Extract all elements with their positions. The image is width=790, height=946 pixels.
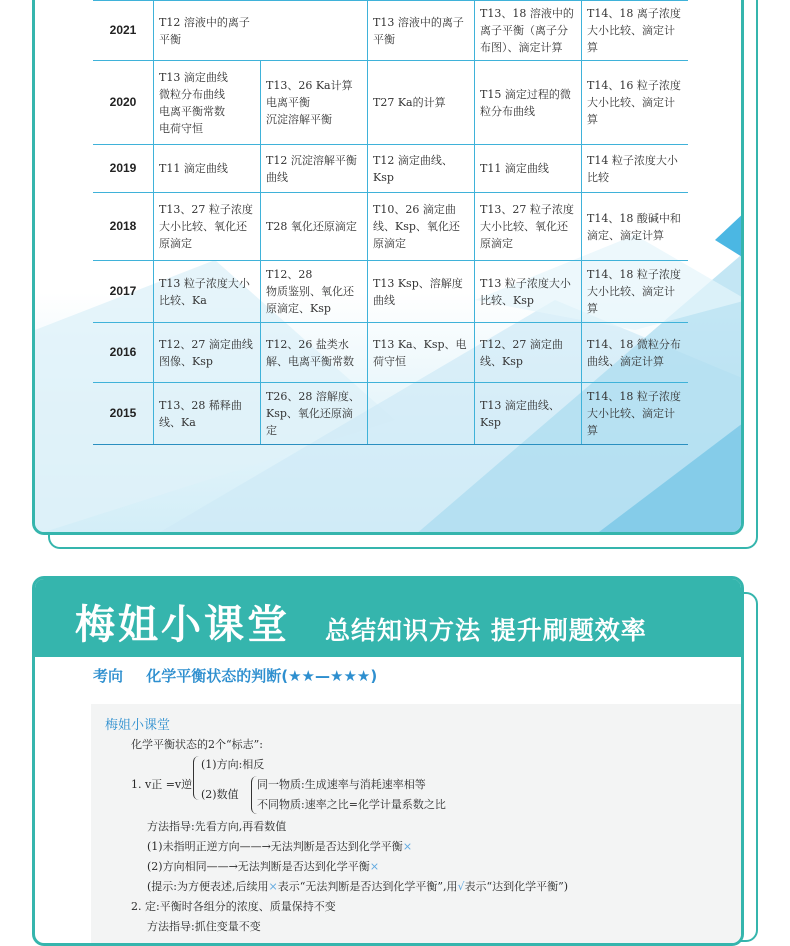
same-substance-rule: 同一物质:生成速率与消耗速率相等 [257, 778, 426, 791]
point-1-text: (1)未指明正逆方向——→无法判断是否达到化学平衡 [147, 840, 403, 853]
table-cell: T12 溶液中的离子平衡 [154, 1, 261, 61]
year-cell: 2018 [93, 193, 154, 261]
cross-icon: × [369, 860, 380, 873]
banner-title: 梅姐小课堂 [75, 602, 290, 648]
table-cell: T13 滴定曲线、Ksp [475, 383, 582, 445]
topic-tag: 考向 [93, 667, 124, 685]
lesson-content-box [91, 704, 741, 946]
method-guide-1: 方法指导:先看方向,再看数值 [147, 820, 287, 833]
table-cell: T13、28 稀释曲线、Ka [154, 383, 261, 445]
table-cell: T13、27 粒子浓度大小比较、氧化还原滴定 [475, 193, 582, 261]
table-cell: T12 沉淀溶解平衡曲线 [261, 145, 368, 193]
cross-icon: × [268, 880, 278, 893]
table-cell: T13、27 粒子浓度大小比较、氧化还原滴定 [154, 193, 261, 261]
table-cell [261, 1, 368, 61]
table-cell: T27 Ka的计算 [368, 61, 475, 145]
tip-text-b: 表示“无法判断是否达到化学平衡”,用 [277, 880, 458, 893]
banner-subtitle: 总结知识方法 提升刷题效率 [325, 616, 647, 645]
year-cell: 2020 [93, 61, 154, 145]
item1-label: 1. v正 =v逆 [131, 778, 193, 791]
table-cell [368, 383, 475, 445]
table-cell: T12、26 盐类水解、电离平衡常数 [261, 323, 368, 383]
tip-text-a: (提示:为方便表述,后续用 [147, 880, 269, 893]
year-cell: 2019 [93, 145, 154, 193]
lesson-title: 梅姐小课堂 [105, 718, 171, 733]
cross-icon: × [402, 840, 413, 853]
table-cell: T13 Ksp、溶解度曲线 [368, 261, 475, 323]
point-2 [147, 858, 379, 874]
lesson-card [32, 576, 744, 946]
table-cell: T11 滴定曲线 [154, 145, 261, 193]
table-cell: T28 氧化还原滴定 [261, 193, 368, 261]
table-cell: T13、18 溶液中的离子平衡（离子分布图）、滴定计算 [475, 1, 582, 61]
year-cell: 2016 [93, 323, 154, 383]
topic-heading [93, 665, 377, 686]
table-row [93, 193, 688, 261]
direction-rule: (1)方向:相反 [201, 758, 265, 771]
table-row [93, 323, 688, 383]
tip-text-c: 表示“达到化学平衡”) [464, 880, 569, 893]
table-cell: T14、18 粒子浓度大小比较、滴定计算 [582, 261, 689, 323]
table-cell: T13 Ka、Ksp、电荷守恒 [368, 323, 475, 383]
year-cell: 2021 [93, 1, 154, 61]
table-cell: T14、16 粒子浓度大小比较、滴定计算 [582, 61, 689, 145]
table-cell: T11 滴定曲线 [475, 145, 582, 193]
table-cell: T14、18 微粒分布曲线、滴定计算 [582, 323, 689, 383]
check-icon: √ [457, 880, 465, 893]
table-row [93, 61, 688, 145]
table-row [93, 145, 688, 193]
table-cell: T13 粒子浓度大小比较、Ksp [475, 261, 582, 323]
topic-title: 化学平衡状态的判断(★★—★★★) [146, 667, 378, 685]
table-cell: T13 溶液中的离子平衡 [368, 1, 475, 61]
table-cell: T12、27 滴定曲线图像、Ksp [154, 323, 261, 383]
exam-table-card [32, 0, 744, 535]
table-cell: T26、28 溶解度、Ksp、氧化还原滴定 [261, 383, 368, 445]
method-guide-2: 方法指导:抓住变量不变 [147, 920, 261, 933]
table-cell: T12、28 物质鉴别、氧化还原滴定、Ksp [261, 261, 368, 323]
different-substance-rule: 不同物质:速率之比=化学计量系数之比 [257, 798, 446, 811]
table-row [93, 1, 688, 61]
lesson-intro: 化学平衡状态的2个“标志”: [131, 738, 263, 751]
exam-topic-table [93, 0, 688, 445]
table-row [93, 383, 688, 445]
item-2: 2. 定:平衡时各组分的浓度、质量保持不变 [131, 900, 336, 913]
table-cell: T13 粒子浓度大小比较、Ka [154, 261, 261, 323]
point-1 [147, 838, 412, 854]
table-cell: T13 滴定曲线 微粒分布曲线 电离平衡常数 电荷守恒 [154, 61, 261, 145]
brace-left [193, 756, 200, 800]
table-cell: T14 粒子浓度大小比较 [582, 145, 689, 193]
year-cell: 2015 [93, 383, 154, 445]
tip-line [147, 878, 568, 894]
table-cell: T12、27 滴定曲线、Ksp [475, 323, 582, 383]
table-cell: T14、18 粒子浓度大小比较、滴定计算 [582, 383, 689, 445]
table-cell: T14、18 离子浓度大小比较、滴定计算 [582, 1, 689, 61]
table-cell: T12 滴定曲线、Ksp [368, 145, 475, 193]
table-cell: T13、26 Ka计算 电离平衡 沉淀溶解平衡 [261, 61, 368, 145]
year-cell: 2017 [93, 261, 154, 323]
table-row [93, 261, 688, 323]
table-cell: T15 滴定过程的微粒分布曲线 [475, 61, 582, 145]
point-2-text: (2)方向相同——→无法判断是否达到化学平衡 [147, 860, 370, 873]
lesson-banner [35, 579, 741, 657]
table-cell: T14、18 酸碱中和滴定、滴定计算 [582, 193, 689, 261]
table-cell: T10、26 滴定曲线、Ksp、氧化还原滴定 [368, 193, 475, 261]
value-rule: (2)数值 [201, 788, 239, 801]
